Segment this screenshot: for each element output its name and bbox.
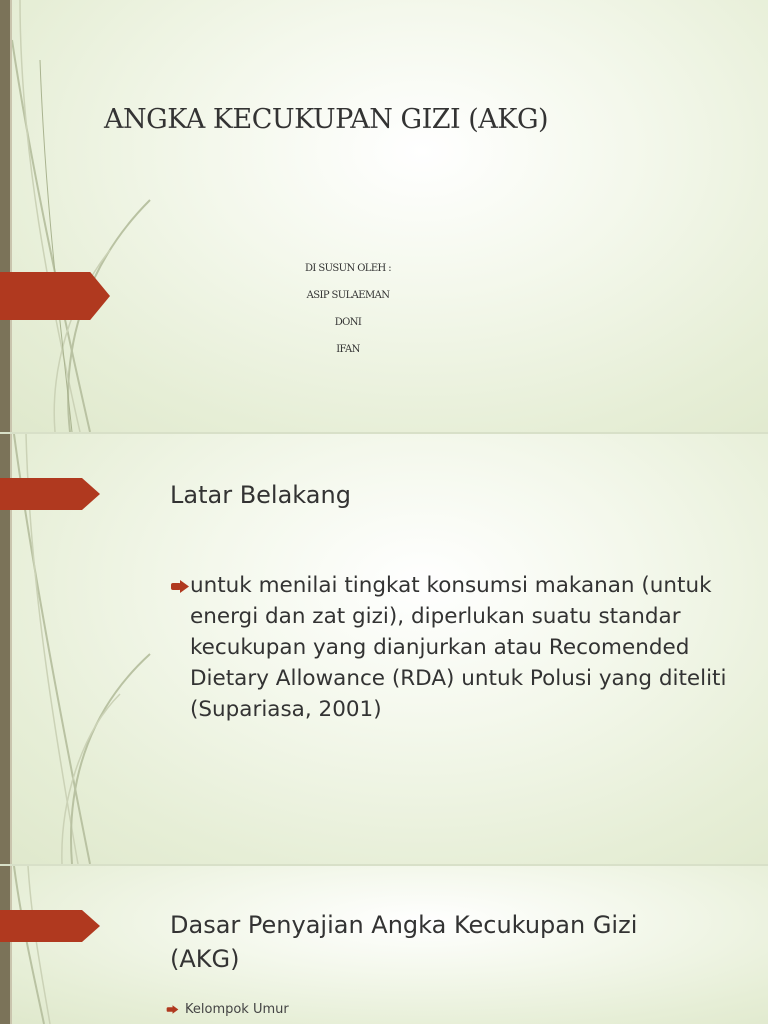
slide-dasar-penyajian	[0, 866, 768, 1024]
arrow-bullet-icon	[166, 1005, 179, 1014]
sidebar-bar	[0, 0, 10, 432]
slide-title-text: ANGKA KECUKUPAN GIZI (AKG)	[104, 104, 549, 135]
slide-title	[0, 0, 768, 432]
sidebar-edge	[10, 0, 12, 432]
sidebar-edge	[10, 866, 12, 1024]
arrow-bullet-icon	[170, 580, 190, 593]
slide-heading: Latar Belakang	[170, 481, 351, 509]
author-line: IFAN	[336, 344, 360, 355]
bullet-text: untuk menilai tingkat konsumsi makanan (untuk energi dan zat gizi), diperlukan suatu standar kecukupan yang dianjurkan atau Recomended Dietary Allowance (RDA) untuk Polusi yang diteliti (Supariasa, 2001)	[190, 573, 727, 722]
author-list	[230, 262, 466, 370]
bullet-text: Kelompok Umur	[185, 1002, 289, 1017]
accent-tab	[0, 478, 100, 510]
slide-latar-belakang	[0, 434, 768, 864]
accent-tab	[0, 910, 100, 942]
sidebar-bar	[0, 866, 10, 1024]
decorative-curves	[0, 0, 160, 432]
author-line: ASIP SULAEMAN	[306, 290, 390, 301]
accent-tab	[0, 272, 110, 320]
author-line: DI SUSUN OLEH :	[304, 263, 392, 274]
decorative-curves	[0, 866, 160, 1024]
bullet-item	[166, 1002, 289, 1017]
author-line: DONI	[334, 317, 362, 328]
bullet-item	[170, 570, 740, 725]
slide-heading: Dasar Penyajian Angka Kecukupan Gizi (AKG)	[170, 911, 638, 973]
